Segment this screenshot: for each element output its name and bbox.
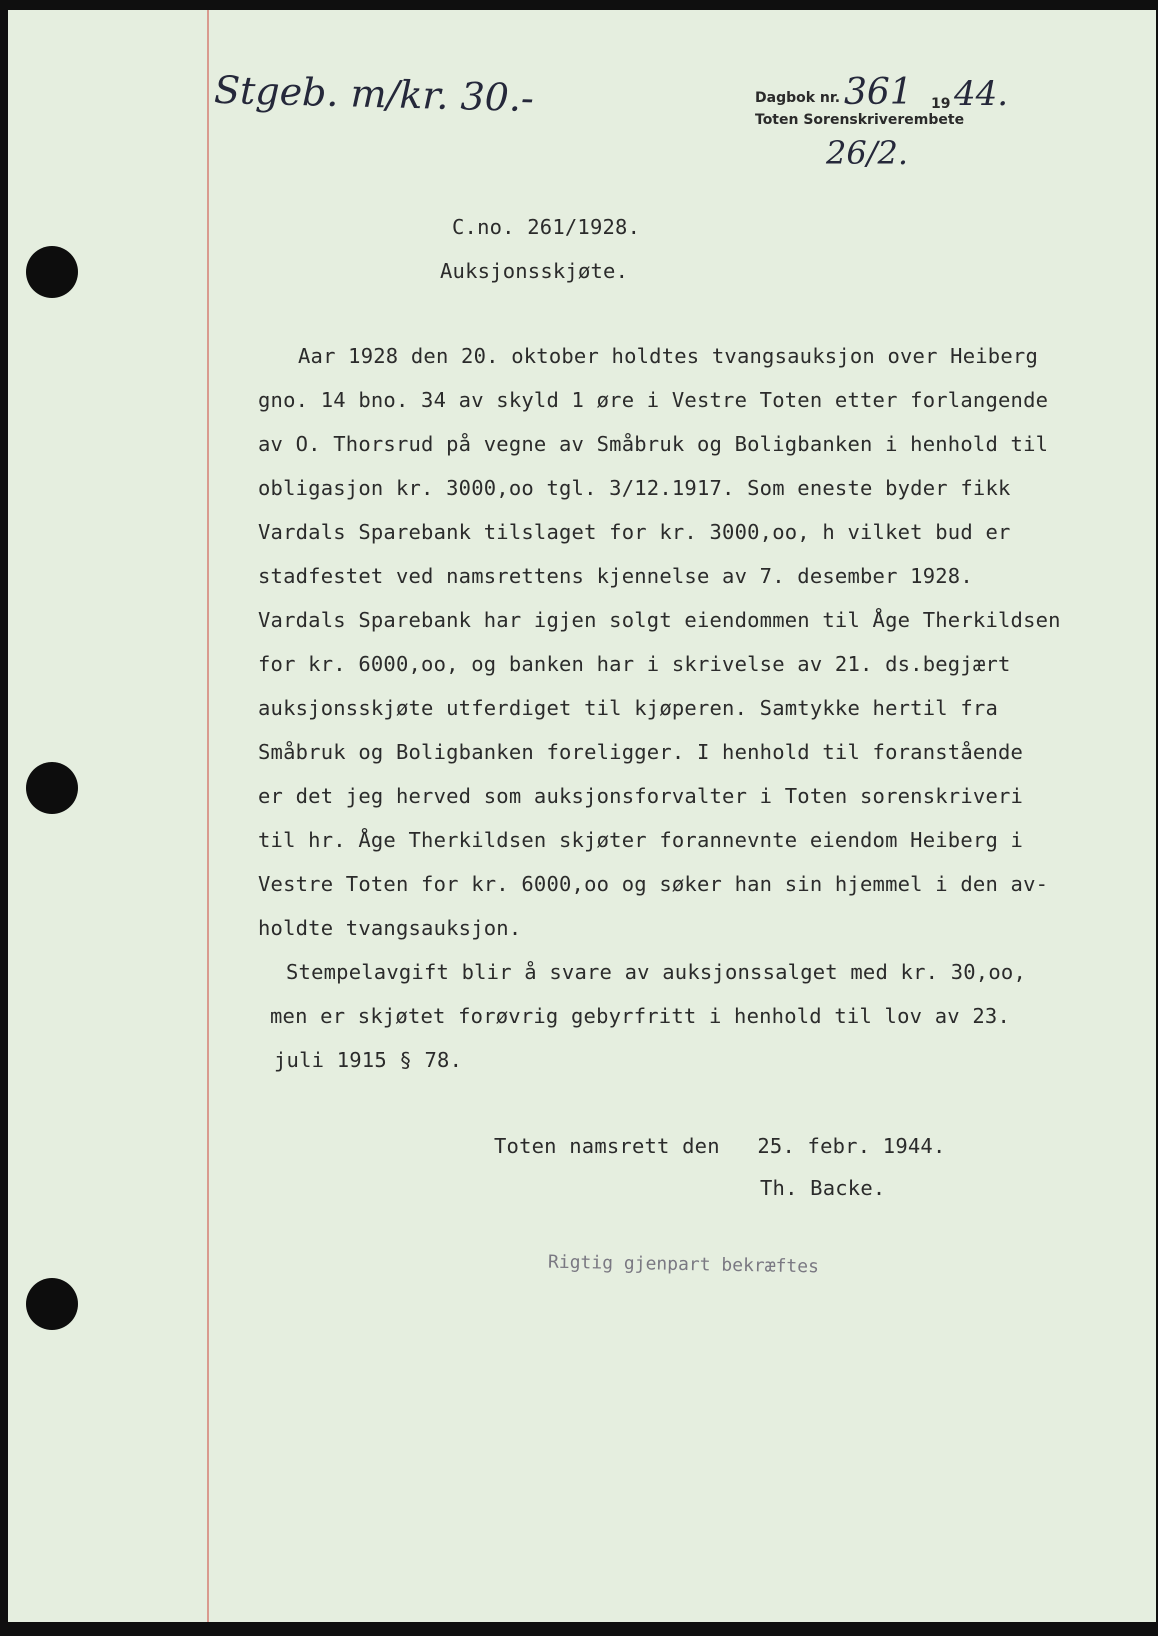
office-label: Toten Sorenskriverembete — [755, 112, 965, 128]
paragraph-line: Vardals Sparebank tilslaget for kr. 3000,oo, h vilket bud er — [258, 520, 1011, 544]
paragraph-line: gno. 14 bno. 34 av skyld 1 øre i Vestre Toten etter forlangende — [258, 388, 1049, 412]
year-prefix: 19 — [931, 96, 951, 112]
place-date: Toten namsrett den 25. febr. 1944. — [494, 1134, 946, 1158]
paragraph-line: men er skjøtet forøvrig gebyrfritt i henhold til lov av 23. — [270, 1004, 1010, 1028]
paragraph-line: Vestre Toten for kr. 6000,oo og søker han sin hjemmel i den av- — [258, 872, 1049, 896]
paragraph-line: er det jeg herved som auksjonsforvalter i Toten sorenskriveri — [258, 784, 1024, 808]
year-suffix: 44. — [954, 74, 1009, 114]
paragraph-line: Aar 1928 den 20. oktober holdtes tvangsauksjon over Heiberg — [298, 344, 1038, 368]
signature: Th. Backe. — [760, 1176, 886, 1200]
paragraph-line: Vardals Sparebank har igjen solgt eiendommen til Åge Therkildsen — [258, 608, 1061, 632]
dagbok-number: 361 — [844, 72, 913, 113]
punch-hole — [26, 1278, 78, 1330]
fee-note-handwritten: Stgeb. m/kr. 30.- — [213, 67, 535, 121]
paragraph-line: til hr. Åge Therkildsen skjøter forannevnte eiendom Heiberg i — [258, 828, 1024, 852]
case-number: C.no. 261/1928. — [452, 215, 641, 239]
paragraph-line: juli 1915 § 78. — [274, 1048, 463, 1072]
paragraph-line: Småbruk og Boligbanken foreligger. I henhold til foranstående — [258, 740, 1024, 764]
punch-hole — [26, 762, 78, 814]
paragraph-line: holdte tvangsauksjon. — [258, 916, 522, 940]
paragraph-line: obligasjon kr. 3000,oo tgl. 3/12.1917. Som eneste byder fikk — [258, 476, 1011, 500]
dagbok-label: Dagbok nr. — [755, 90, 841, 106]
margin-line — [207, 10, 209, 1622]
paragraph-line: av O. Thorsrud på vegne av Småbruk og Boligbanken i henhold til — [258, 432, 1049, 456]
date-handwritten: 26/2. — [826, 134, 909, 172]
paragraph-line: for kr. 6000,oo, og banken har i skrivelse av 21. ds.begjært — [258, 652, 1011, 676]
paragraph-line: stadfestet ved namsrettens kjennelse av 7. desember 1928. — [258, 564, 973, 588]
document-page — [8, 10, 1156, 1622]
document-title: Auksjonsskjøte. — [440, 259, 629, 283]
paragraph-line: auksjonsskjøte utferdiget til kjøperen. Samtykke hertil fra — [258, 696, 998, 720]
certification-stamp: Rigtig gjenpart bekræftes — [547, 1251, 820, 1278]
punch-hole — [26, 246, 78, 298]
paragraph-line: Stempelavgift blir å svare av auksjonssalget med kr. 30,oo, — [286, 960, 1026, 984]
